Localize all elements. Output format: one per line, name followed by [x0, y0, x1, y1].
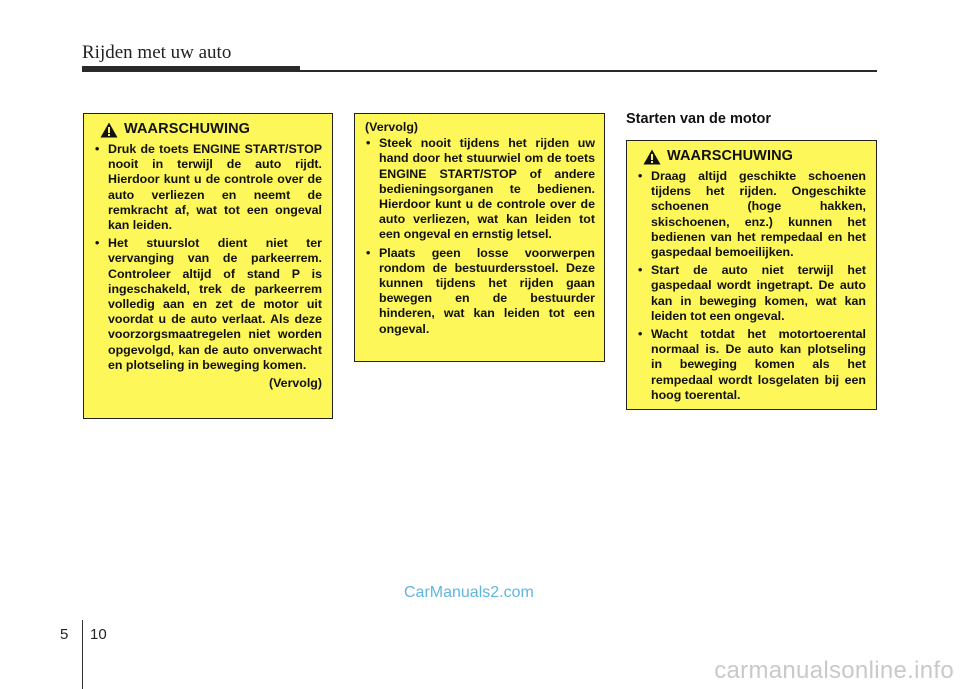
- section-title: Starten van de motor: [626, 111, 772, 127]
- warning-list: [637, 169, 866, 403]
- header-title: Rijden met uw auto: [82, 42, 232, 63]
- list-item: • Start de auto niet terwijl het gaspedaal wordt ingetrapt. De auto kan in beweging komen, wat kan leiden tot een ongeval.: [637, 263, 866, 324]
- watermark-link[interactable]: CarManuals2.com: [404, 584, 534, 601]
- warning-triangle-icon: [643, 149, 661, 165]
- page-number: 10: [90, 626, 107, 643]
- warning-title: WAARSCHUWING: [124, 121, 251, 138]
- list-item: • Het stuurslot dient niet ter vervanging van de parkeerrem. Controleer altijd of stand P is ingeschakeld, trek de parkeerrem volledig aan en zet de motor uit voordat u de auto verlaat. Als deze voorzorgsmaatregelen niet worden opgevolgd, kan de auto onverwacht en plotseling in beweging komen.: [94, 236, 322, 373]
- warning-box-left: [83, 113, 333, 419]
- list-item: • Druk de toets ENGINE START/STOP nooit in terwijl de auto rijdt. Hierdoor kunt u de controle over de auto verliezen en neemt de remkracht af, wat tot een ongeval kan leiden.: [94, 142, 322, 233]
- warning-triangle-icon: [100, 122, 118, 138]
- list-item: • Steek nooit tijdens het rijden uw hand door het stuurwiel om de toets ENGINE START/STOP of andere bedieningsorganen te bedienen. Hierdoor kunt u de controle over de auto verliezen, wat kan leiden tot een ongeval en ernstig letsel.: [365, 136, 595, 242]
- footer-site-watermark: carmanualsonline.info: [714, 657, 954, 684]
- list-item: • Plaats geen losse voorwerpen rondom de bestuurdersstoel. Deze kunnen tijdens het rijden gaan bewegen en de bestuurder hinderen, wat kan leiden tot een ongeval.: [365, 246, 595, 337]
- continued-label: (Vervolg): [268, 376, 322, 391]
- warning-list: [365, 136, 595, 337]
- header-rule-thin: [300, 70, 877, 72]
- warning-title: WAARSCHUWING: [667, 148, 794, 165]
- warning-box-middle: [354, 113, 605, 362]
- warning-box-right: [626, 140, 877, 410]
- warning-header: [94, 122, 322, 138]
- chapter-number: 5: [60, 626, 69, 643]
- header-rule-thick: [82, 66, 300, 72]
- list-item: • Wacht totdat het motortoerental normaal is. De auto kan plotseling in beweging komen als het rempedaal wordt losgelaten bij een hoog toerental.: [637, 327, 866, 403]
- warning-header: [637, 149, 866, 165]
- list-item: • Draag altijd geschikte schoenen tijdens het rijden. Ongeschikte schoenen (hoge hakken, skischoenen, enz.) kunnen het bedienen van het rempedaal en het gaspedaal bemoeilijken.: [637, 169, 866, 260]
- warning-list: [94, 142, 322, 373]
- page-divider: [82, 620, 83, 689]
- continued-label: (Vervolg): [365, 120, 419, 134]
